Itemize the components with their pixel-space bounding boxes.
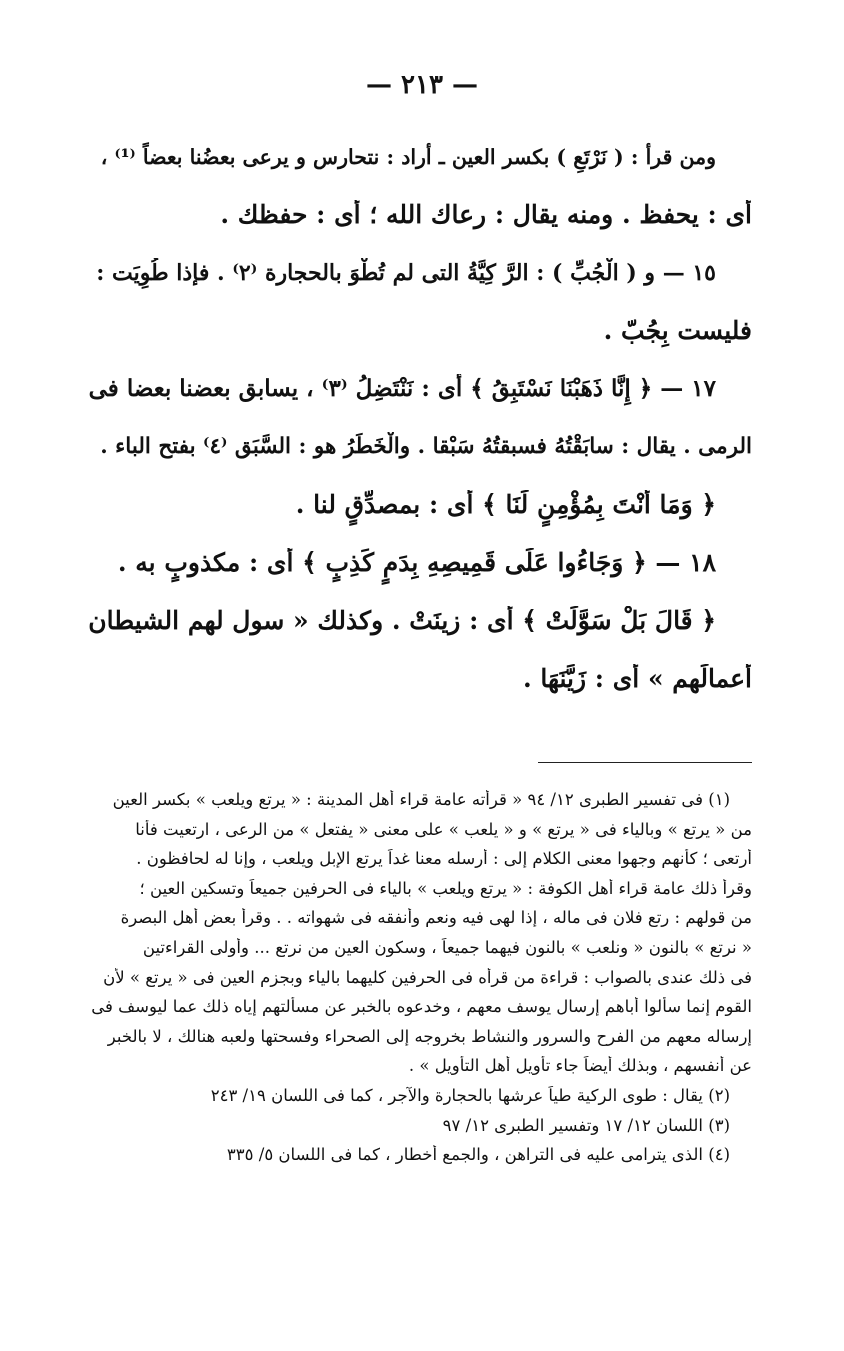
footnote-line: (٢) يقال : طوى الركية طياً عرشها بالحجارة والآجر ، كما فى اللسان ١٩/ ٢٤٣ (210, 1085, 730, 1105)
main-text (88, 142, 752, 722)
main-text-line: فليست بِجُبّ . (603, 316, 752, 345)
main-text-line: أى : يحفظ . ومنه يقال : رعاك الله ؛ أى : حفظك . (220, 200, 752, 229)
footnotes (88, 790, 752, 1175)
main-text-line: ١٨ — ﴿ وَجَاءُوا عَلَى قَمِيصِهِ بِدَمٍ كَذِبٍ ﴾ أى : مكذوبٍ به . (117, 548, 716, 577)
footnote-separator (538, 762, 752, 763)
footnote-line: (١) فى تفسير الطبرى ١٢/ ٩٤ « قرأته عامة قراء أهل المدينة : « يرتع ويلعب » بكسر العين (112, 790, 730, 809)
footnote-line: عن أنفسهم ، وبذلك أيضاً جاء تأويل أهل التأويل » . (408, 1056, 752, 1076)
main-text-line: ١٥ — و ( الْجُبِّ ) : الرَّ كِيَّةُ التى لم تُطْوَ بالحجارة ⁽٢⁾ . فإذا طُوِيَت : (96, 260, 716, 286)
main-text-line: ومن قرأ : ( نَرْتَعِ ) بكسر العين ـ أراد : نتحارس و يرعى بعضُنا بعضاً ⁽¹⁾ ، (100, 145, 716, 169)
footnote-line: من قولهم : رتع فلان فى ماله ، إذا لهى فيه ونعم وأنفقه فى شهواته . . وقرأ بعض أهل البصرة (120, 908, 752, 928)
footnote-line: القوم إنما سألوا أباهم إرسال يوسف معهم ، وخدعوه بالخبر عن مسألتهم إياه ذلك عما ليوسف فى (91, 997, 752, 1017)
main-text-line: ﴿ قَالَ بَلْ سَوَّلَتْ ﴾ أى : زينَتْ . وكذلك « سول لهم الشيطان (88, 606, 716, 635)
footnote-line: (٤) الذى يترامى عليه فى التراهن ، والجمع أخطار ، كما فى اللسان ٥/ ٣٣٥ (226, 1145, 730, 1165)
footnote-line: من « يرتع » وبالياء فى « يرتع » و « يلعب » على معنى « يفتعل » من الرعى ، ارتعيت فأنا (135, 819, 752, 839)
main-text-line: ﴿ وَمَا أَنْتَ بِمُؤْمِنٍ لَنَا ﴾ أى : بمصدِّقٍ لنا . (295, 490, 716, 519)
footnote-line: وقرأ ذلك عامة قراء أهل الكوفة : « يرتع ويلعب » بالياء فى الحرفين جميعاً وتسكين العين ؛ (139, 878, 752, 898)
footnote-line: أرتعى ؛ كأنهم وجهوا معنى الكلام إلى : أرسله معنا غداً يرتع الإبل ويلعب ، وإنا له لحافظون . (136, 849, 752, 869)
footnote-line: فى ذلك عندى بالصواب : قراءة من قرأه فى الحرفين كليهما بالياء وبجزم العين فى « يرتع » لأن (103, 967, 752, 987)
main-text-line: ١٧ — ﴿ إِنَّا ذَهَبْنَا نَسْتَبِقُ ﴾ أى : نَنْتَضِلُ ⁽٣⁾ ، يسابق بعضنا بعضا فى (88, 375, 716, 402)
page-number: — ٢١٣ — (365, 70, 479, 100)
footnote-line: إرساله معهم من الفرح والسرور والنشاط بخروجه إلى الصحراء وفسحتها ولعبه هنالك ، لا بالخبر (107, 1026, 752, 1046)
main-text-line: الرمى . يقال : سابَقْتُهُ فسبقتُهُ سَبْقا . والْخَطَرُ هو : السَّبَق ⁽٤⁾ بفتح الباء . (100, 434, 752, 459)
main-text-line: أعمالَهم » أى : زَيَّنَهَا . (522, 664, 752, 693)
footnote-line: (٣) اللسان ١٢/ ١٧ وتفسير الطبرى ١٢/ ٩٧ (442, 1115, 730, 1135)
footnote-line: « نرتع » بالنون « ونلعب » بالنون فيهما جميعاً ، وسكون العين من نرتع ... وأولى القراءتين (142, 937, 752, 957)
